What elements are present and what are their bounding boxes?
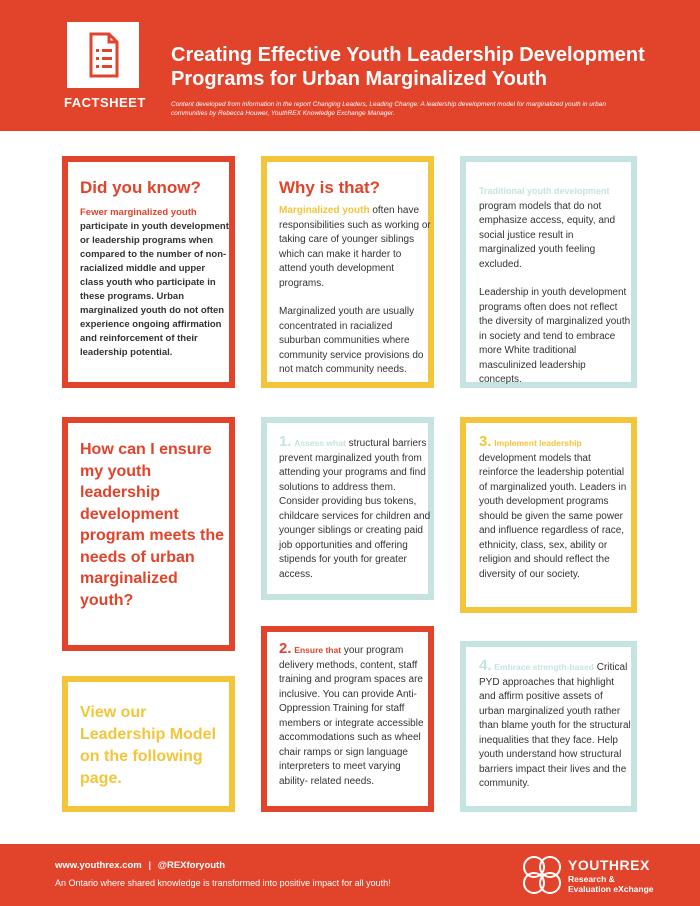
view-model-card[interactable] xyxy=(62,676,235,812)
traditional-body xyxy=(479,184,631,388)
step-4-number: 4. xyxy=(479,657,492,674)
traditional-highlight: Traditional youth development xyxy=(479,186,610,196)
step-4-text: Critical PYD approaches that highlight and affirm positive assets of urban marginalized youth rather than blame youth for the structural inequalities that they face. Help youth understand how structural barriers impact their lives and the community. xyxy=(479,662,631,789)
step-2-body xyxy=(279,642,431,789)
brand-subtitle-line-1: Research & xyxy=(568,874,615,884)
why-text-2: Marginalized youth are usually concentrated in racialized suburban communities where community service provisions do not match community needs. xyxy=(279,306,424,375)
did-you-know-text: participate in youth development or leadership programs when compared to the number of non-racialized middle and upper class youth who participate in these programs. Urban marginalized youth do not often experience ongoing affirmation and reinforcement of their leadership potential. xyxy=(80,221,229,358)
factsheet-icon-tile xyxy=(67,22,139,88)
factsheet-label: FACTSHEET xyxy=(64,95,146,110)
traditional-text-2: Leadership in youth development programs often does not reflect the diversity of marginalized youth in society and tend to embrace more White traditional masculinized leadership concepts. xyxy=(479,287,631,385)
traditional-card xyxy=(460,156,637,388)
step-1-number: 1. xyxy=(279,433,292,450)
social-handle-link[interactable]: @REXforyouth xyxy=(157,860,226,871)
header-banner xyxy=(0,0,700,131)
why-text-1: often have responsibilities such as working or taking care of younger siblings which can make it harder to attend youth development programs. xyxy=(279,205,431,289)
step-3-lead: Implement leadership xyxy=(494,438,582,448)
why-title: Why is that? xyxy=(279,178,381,197)
brand-subtitle-line-2: Evaluation eXchange xyxy=(568,884,654,894)
step-1-lead: Assess what xyxy=(294,438,346,448)
title-line-2: Programs for Urban Marginalized Youth xyxy=(171,68,547,90)
traditional-text-1: program models that do not emphasize access, equity, and social justice result in marginalized youth feeling excluded. xyxy=(479,200,616,270)
title-line-1: Creating Effective Youth Leadership Development xyxy=(171,44,645,66)
step-1-body xyxy=(279,435,431,582)
step-3-card xyxy=(460,417,637,613)
website-link[interactable]: www.youthrex.com xyxy=(55,860,142,871)
brand-name: YOUTHREX xyxy=(568,857,650,873)
step-4-body xyxy=(479,659,631,792)
did-you-know-body xyxy=(80,206,230,360)
step-2-card xyxy=(261,626,434,812)
source-note xyxy=(171,100,631,118)
view-model-link[interactable]: View our Leadership Model on the following page. xyxy=(80,704,217,787)
footer-tagline: An Ontario where shared knowledge is transformed into positive impact for all youth! xyxy=(55,878,391,888)
step-3-number: 3. xyxy=(479,433,492,450)
source-note-intro: Content developed from information in the report xyxy=(171,101,313,108)
source-report-title: Changing Leaders, Leading Change: A leadership development model for marginalized youth in urban communities xyxy=(171,101,606,117)
did-you-know-card xyxy=(62,156,235,388)
source-note-author: by Rebecca Houwer, YouthREX Knowledge Exchange Manager. xyxy=(207,110,395,117)
why-body xyxy=(279,204,431,378)
question-card xyxy=(62,417,235,651)
page-title xyxy=(171,43,671,91)
why-card xyxy=(261,156,434,388)
step-3-body xyxy=(479,435,631,582)
footer-separator: | xyxy=(148,860,152,871)
step-1-text: structural barriers prevent marginalized youth from attending your programs and find solutions to address them. Consider providing bus tokens, childcare services for children and younger siblings or creating paid job opportunities and offering stipends for youth for greater access. xyxy=(279,438,431,580)
did-you-know-title: Did you know? xyxy=(80,178,201,197)
did-you-know-highlight: Fewer marginalized youth xyxy=(80,207,197,218)
step-4-card xyxy=(460,641,637,812)
footer-banner xyxy=(0,844,700,906)
step-3-text: development models that reinforce the leadership potential of marginalized youth. Leaders in youth development programs should be given the same power and influence regardless of race, ethnicity, class, sex, ability or religion and should reflect the diversity of our society. xyxy=(479,452,627,580)
youthrex-logo-icon xyxy=(520,853,564,897)
footer-links xyxy=(55,860,225,871)
step-2-number: 2. xyxy=(279,640,292,657)
step-2-lead: Ensure that xyxy=(294,645,342,655)
brand-subtitle xyxy=(568,874,688,894)
document-list-icon xyxy=(67,22,139,88)
step-4-lead: Embrace strength-based xyxy=(494,662,594,672)
step-1-card xyxy=(261,417,434,600)
why-highlight: Marginalized youth xyxy=(279,205,370,216)
step-2-text: your program delivery methods, content, staff training and program spaces are inclusive. You can provide Anti-Oppression Training for staff members or integrate accessible accommodations such as wheel chair ramps or sign language interpreters to meet varying ability- related needs. xyxy=(279,645,424,787)
question-text: How can I ensure my youth leadership development program meets the needs of urban marginalized youth? xyxy=(80,441,225,609)
